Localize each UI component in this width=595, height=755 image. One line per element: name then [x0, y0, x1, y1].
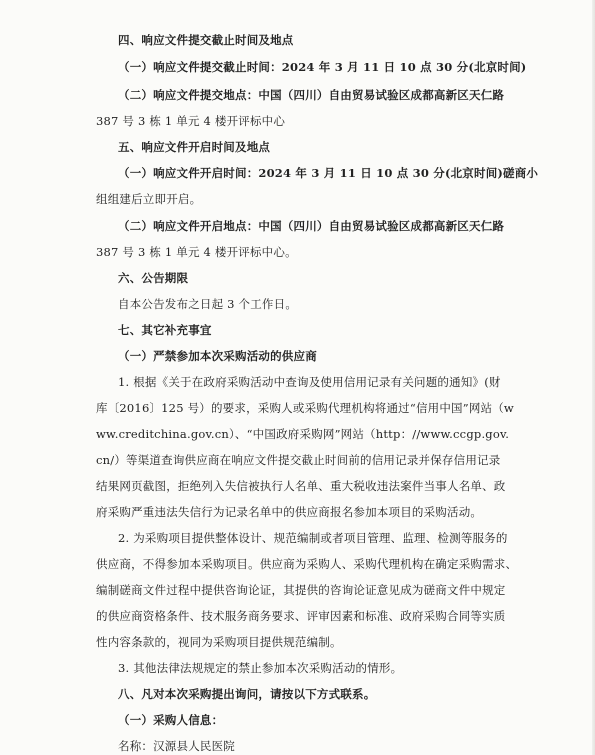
section-heading: 四、响应文件提交截止时间及地点 — [118, 33, 294, 47]
body-text-line: 结果网页截图，拒绝列入失信被执行人名单、重大税收违法案件当事人名单、政 — [96, 479, 506, 493]
section-heading: 六、公告期限 — [118, 271, 189, 285]
body-text-line: 自本公告发布之日起 3 个工作日。 — [118, 297, 298, 311]
body-text-line: 名称：汉源县人民医院 — [118, 739, 235, 753]
subsection-line: （一）严禁参加本次采购活动的供应商 — [118, 349, 317, 363]
body-text-line: 组组建后立即开启。 — [96, 192, 202, 206]
body-text-line: 387 号 3 栋 1 单元 4 楼开评标中心。 — [96, 245, 297, 259]
body-text-line: ww.creditchina.gov.cn）、“中国政府采购网”网站（http：//www.ccgp.gov. — [96, 427, 510, 441]
subsection-line: （二）响应文件开启地点：中国（四川）自由贸易试验区成都高新区天仁路 — [118, 219, 505, 233]
section-heading: 五、响应文件开启时间及地点 — [118, 140, 271, 154]
body-text-line: 供应商，不得参加本采购项目。供应商为采购人、采购代理机构在确定采购需求、 — [96, 557, 518, 571]
subsection-line: （一）采购人信息： — [118, 713, 224, 727]
body-text-line: 的供应商资格条件、技术服务商务要求、评审因素和标准、政府采购合同等实质 — [96, 609, 506, 623]
body-text-line: 府采购严重违法失信行为记录名单中的供应商报名参加本项目的采购活动。 — [96, 505, 483, 519]
body-text-line: 性内容条款的，视同为采购项目提供规范编制。 — [96, 635, 342, 649]
body-text-line: 2. 为采购项目提供整体设计、规范编制或者项目管理、监理、检测等服务的 — [118, 531, 508, 545]
body-text-line: 3. 其他法律法规规定的禁止参加本次采购活动的情形。 — [118, 661, 403, 675]
body-text-line: cn/）等渠道查询供应商在响应文件提交截止时间前的信用记录并保存信用记录 — [96, 453, 501, 467]
body-text-line: 1. 根据《关于在政府采购活动中查询及使用信用记录有关问题的通知》(财 — [118, 375, 501, 389]
subsection-line: （二）响应文件提交地点：中国（四川）自由贸易试验区成都高新区天仁路 — [118, 88, 505, 102]
body-text-line: 387 号 3 栋 1 单元 4 楼开评标中心 — [96, 114, 286, 128]
body-text-line: 库〔2016〕125 号）的要求，采购人或采购代理机构将通过“信用中国”网站（w — [96, 401, 514, 415]
subsection-line: （一）响应文件开启时间：2024 年 3 月 11 日 10 点 30 分(北京时间)磋商小 — [118, 166, 539, 180]
section-heading: 八、凡对本次采购提出询问，请按以下方式联系。 — [118, 687, 376, 701]
body-text-line: 编制磋商文件过程中提供咨询论证，其提供的咨询论证意见成为磋商文件中规定 — [96, 583, 506, 597]
subsection-line: （一）响应文件提交截止时间：2024 年 3 月 11 日 10 点 30 分(北京时间) — [118, 60, 527, 74]
section-heading: 七、其它补充事宜 — [118, 323, 212, 337]
